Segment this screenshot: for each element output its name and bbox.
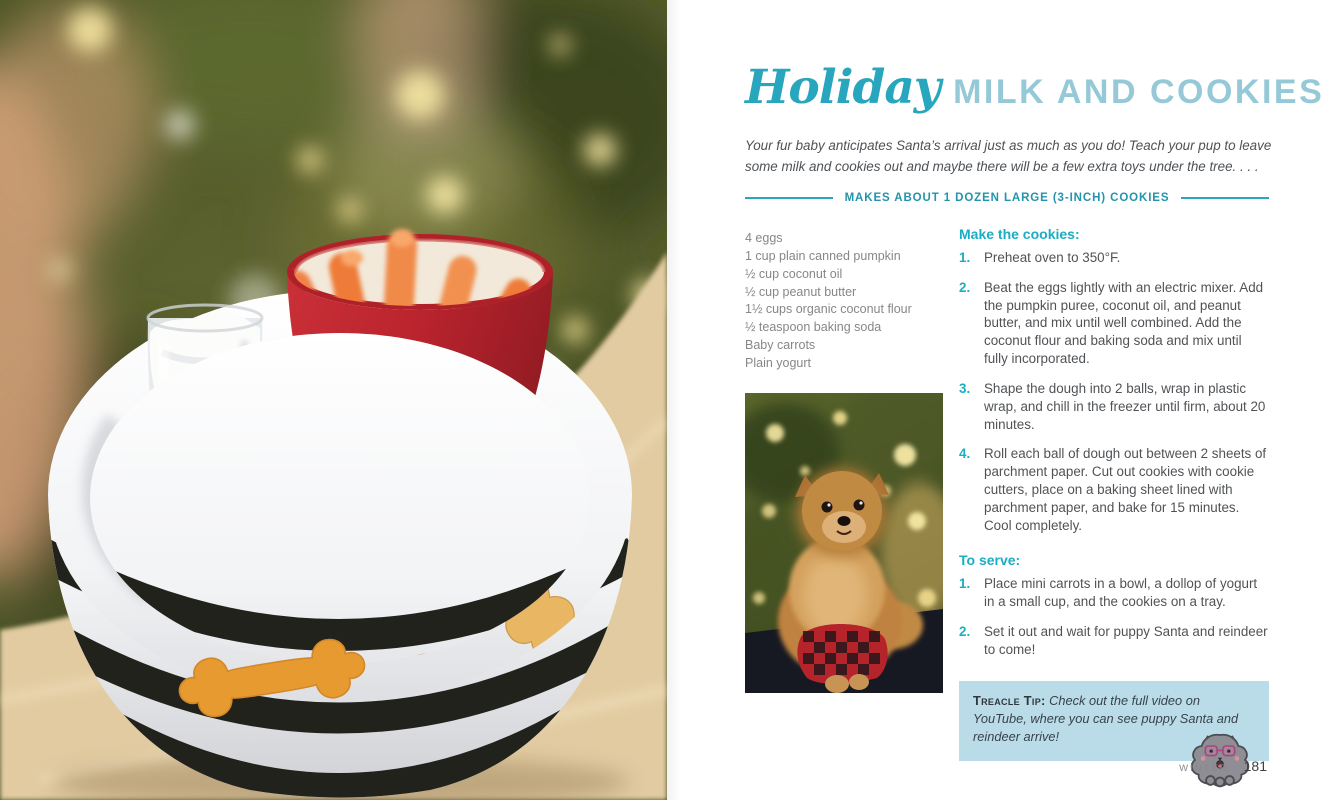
page-number: 181 xyxy=(1243,758,1267,774)
ingredient-item: ½ teaspoon baking soda xyxy=(745,320,882,335)
title-script: Holiday xyxy=(745,60,941,115)
ingredient-item: ½ cup peanut butter xyxy=(745,284,857,299)
yield-line xyxy=(745,192,1269,204)
ingredient-item: 1 cup plain canned pumpkin xyxy=(745,248,901,263)
pomeranian-illustration xyxy=(1187,726,1253,788)
step-number: 4. xyxy=(959,446,971,462)
yield-text: MAKES ABOUT 1 DOZEN LARGE (3-INCH) COOKIES xyxy=(844,191,1170,204)
step-number: 3. xyxy=(959,380,971,396)
step-number: 2. xyxy=(959,279,971,295)
step-text: Set it out and wait for puppy Santa and reindeer to come! xyxy=(984,624,1268,657)
step-item xyxy=(959,249,1269,267)
step-text: Preheat oven to 350°F. xyxy=(984,249,1121,265)
make-steps xyxy=(959,249,1269,535)
make-heading: Make the cookies: xyxy=(959,225,1080,242)
serve-steps xyxy=(959,575,1269,658)
step-item xyxy=(959,279,1269,368)
step-item xyxy=(959,380,1269,433)
dog-photo xyxy=(745,393,943,693)
tip-text: Check out the full video on YouTube, where you can see puppy Santa and reindeer arrive! xyxy=(973,692,1239,744)
page-title xyxy=(745,60,1325,115)
step-number: 1. xyxy=(959,249,971,265)
divider-rule-right xyxy=(1181,197,1269,199)
dog-photo-art xyxy=(745,393,943,693)
ingredient-list xyxy=(745,230,945,373)
step-number: 2. xyxy=(959,624,971,640)
page-footer xyxy=(1179,758,1267,774)
step-text: Roll each ball of dough out between 2 sheets of parchment paper. Cut out cookies with cookie cutters, place on a baking sheet lined with parchment paper, and bake for 15 minutes. Cool completely. xyxy=(984,446,1267,533)
step-number: 1. xyxy=(959,576,971,592)
serve-heading: To serve: xyxy=(959,552,1021,569)
step-item xyxy=(959,623,1269,659)
recipe-intro: Your fur baby anticipates Santa’s arrival just as much as you do! Teach your pup to leave some milk and cookies out and maybe there will be a few extra toys under the tree. . . . xyxy=(745,138,1272,175)
ingredient-item: ½ cup coconut oil xyxy=(745,266,843,281)
tip-box xyxy=(959,681,1269,761)
divider-rule-left xyxy=(745,197,833,199)
title-caps: MILK AND COOKIES xyxy=(953,73,1325,111)
recipe-page xyxy=(667,0,1333,800)
step-item xyxy=(959,445,1269,534)
step-text: Beat the eggs lightly with an electric mixer. Add the pumpkin puree, coconut oil, and peanut butter, and mix until well combined. Add the coconut flour and baking soda and mix until fully incorporated. xyxy=(984,279,1264,367)
ingredient-item: 1½ cups organic coconut flour xyxy=(745,302,912,317)
tip-label: Treacle Tip: xyxy=(973,692,1046,708)
step-item xyxy=(959,575,1269,611)
section-label: WINTER xyxy=(1179,763,1229,774)
ingredient-item: Baby carrots xyxy=(745,338,816,353)
step-text: Shape the dough into 2 balls, wrap in plastic wrap, and chill in the freezer until firm, about 20 minutes. xyxy=(984,380,1266,432)
ingredient-item: 4 eggs xyxy=(745,230,783,245)
ingredient-item: Plain yogurt xyxy=(745,356,812,370)
step-text: Place mini carrots in a bowl, a dollop of yogurt in a small cup, and the cookies on a tray. xyxy=(984,576,1258,610)
